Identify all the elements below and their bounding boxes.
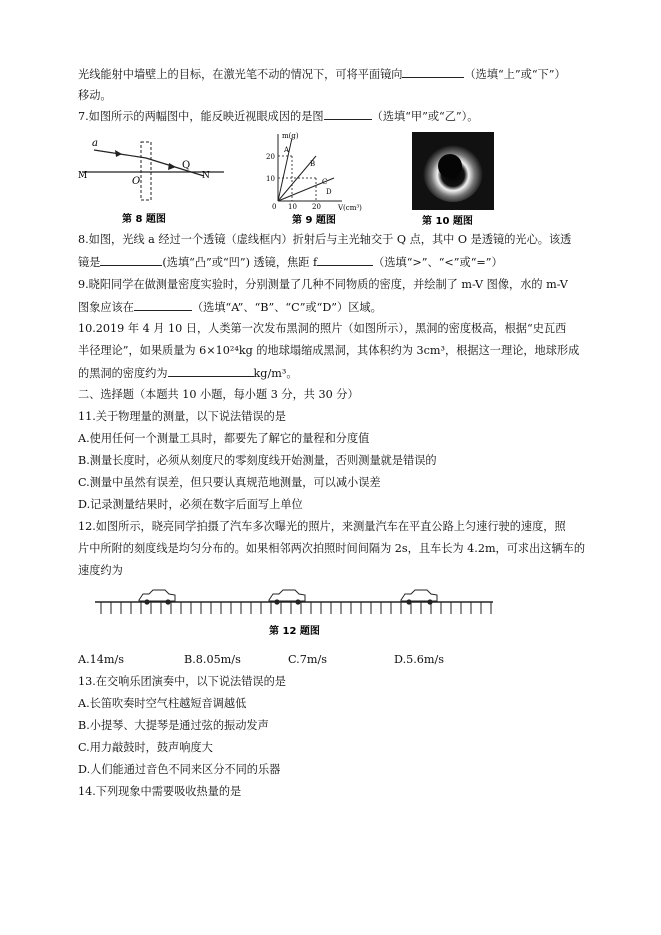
q8-text-c: （选填“>”、“<”或“=”） [373,256,503,269]
q7-answer-blank[interactable] [324,108,372,120]
ytick-10: 10 [266,175,275,183]
lens-dashed-box [141,142,151,200]
ray-arrow-1 [115,150,122,157]
q10-line3 [78,365,298,382]
q9-text-b: （选填“A”、“B”、“C”或“D”）区域。 [191,301,382,314]
region-A: A [284,146,290,154]
q10-text-a: 的黑洞的密度约为 [78,367,168,380]
q10-line2: 半径理论”，如果质量为 6×10²⁴kg 的地球塌缩成黑洞，其体积约为 3cm³，根据这一理论，地球形成 [78,344,580,357]
q12-options [78,652,444,668]
q8-line2 [78,254,503,271]
y-label: m(g) [282,132,299,140]
q9-text-a: 图象应该在 [78,301,134,314]
q14-stem: 14.下列现象中需要吸收热量的是 [78,785,242,798]
q10-line1: 10.2019 年 4 月 10 日，人类第一次发布黑洞的照片（如图所示），黑洞的密度极高，根据“史瓦西 [78,322,567,335]
q13-option-a: A.长笛吹奏时空气柱越短音调越低 [78,697,247,710]
q6-line1 [78,66,566,83]
q6-text-b: （选填“上”或“下”） [464,68,566,81]
figure-8 [78,132,228,226]
figure-10 [408,130,498,226]
xtick-10: 10 [288,203,297,211]
q12-option-a[interactable]: A.14m/s [78,653,124,666]
q13-stem: 13.在交响乐团演奏中，以下说法错误的是 [78,675,286,688]
region-B: B [310,160,316,168]
section-heading: 二、选择题（本题共 10 小题，每小题 3 分，共 30 分） [78,388,359,401]
label-M: M [78,171,88,181]
label-O: O [132,176,141,187]
q9-answer-blank[interactable] [134,299,192,311]
q12-line2: 片中所附的刻度线是均匀分布的。如果相邻两次拍照时间间隔为 2s，且车长为 4.2m，可求出这辆车的 [78,542,586,555]
q8-text-a: 镜是 [78,256,101,269]
q10-answer-blank[interactable] [168,365,254,377]
region-C: C [322,178,328,186]
q12-line1: 12.如图所示，晓亮同学拍摄了汽车多次曝光的照片，来测量汽车在平直公路上匀速行驶的速度，照 [78,520,566,533]
q10-text-b: kg/m³。 [253,367,298,380]
figure-10-caption: 第 10 题图 [422,216,473,226]
xtick-0: 0 [272,203,277,211]
q12-option-c[interactable]: C.7m/s [288,653,327,666]
q8-text-b: (选填“凸”或“凹”) 透镜，焦距 f [162,256,318,269]
q12-line3: 速度约为 [78,564,123,577]
q9-line1: 9.晓阳同学在做测量密度实验时，分别测量了几种不同物质的密度，并绘制了 m-V 图像，水的 m-V [78,278,568,291]
label-Q: Q [182,160,191,171]
region-D: D [326,188,332,196]
q8-line1: 8.如图，光线 a 经过一个透镜（虚线框内）折射后与主光轴交于 Q 点，其中 O 是透镜的光心。该透 [78,233,572,246]
q11-stem: 11.关于物理量的测量，以下说法错误的是 [78,410,286,423]
figure-9-caption: 第 9 题图 [292,215,336,226]
q8-answer-blank-2[interactable] [317,254,373,266]
q9-line2 [78,299,382,316]
figure-9 [262,126,372,226]
q13-option-c: C.用力敲鼓时，鼓声响度大 [78,741,213,754]
q6-text-a: 光线能射中墙壁上的目标，在激光笔不动的情况下，可将平面镜向 [78,68,403,81]
q7-text-a: 7.如图所示的两幅图中，能反映近视眼成因的是图 [78,110,324,123]
figure-8-caption: 第 8 题图 [122,214,166,225]
q11-option-a: A.使用任何一个测量工具时，都要先了解它的量程和分度值 [78,432,370,445]
q12-option-b[interactable]: B.8.05m/s [184,653,241,666]
figure-12 [95,584,495,644]
x-label: V(cm³) [338,204,362,212]
ytick-20: 20 [266,153,275,161]
scale-ticks [101,602,491,614]
q6-line2: 移动。 [78,89,112,102]
q7-line [78,108,478,125]
q11-option-c: C.测量中虽然有误差，但只要认真规范地测量，可以减小误差 [78,476,381,489]
label-N: N [202,171,210,181]
q7-text-b: （选填“甲”或“乙”）。 [371,110,479,123]
q13-option-b: B.小提琴、大提琴是通过弦的振动发声 [78,719,269,732]
ray-arrow-2 [168,163,176,170]
xtick-20: 20 [312,203,321,211]
black-hole-shadow [438,154,462,178]
label-a: a [92,138,98,149]
figure-12-caption: 第 12 题图 [269,626,320,637]
q11-option-d: D.记录测量结果时，必须在数字后面写上单位 [78,498,303,511]
q13-option-d: D.人们能通过音色不同来区分不同的乐器 [78,763,281,776]
q8-answer-blank-1[interactable] [100,254,162,266]
q11-option-b: B.测量长度时，必须从刻度尺的零刻度线开始测量，否则测量就是错误的 [78,454,437,467]
q6-answer-blank[interactable] [402,66,464,78]
q12-option-d[interactable]: D.5.6m/s [394,653,445,666]
